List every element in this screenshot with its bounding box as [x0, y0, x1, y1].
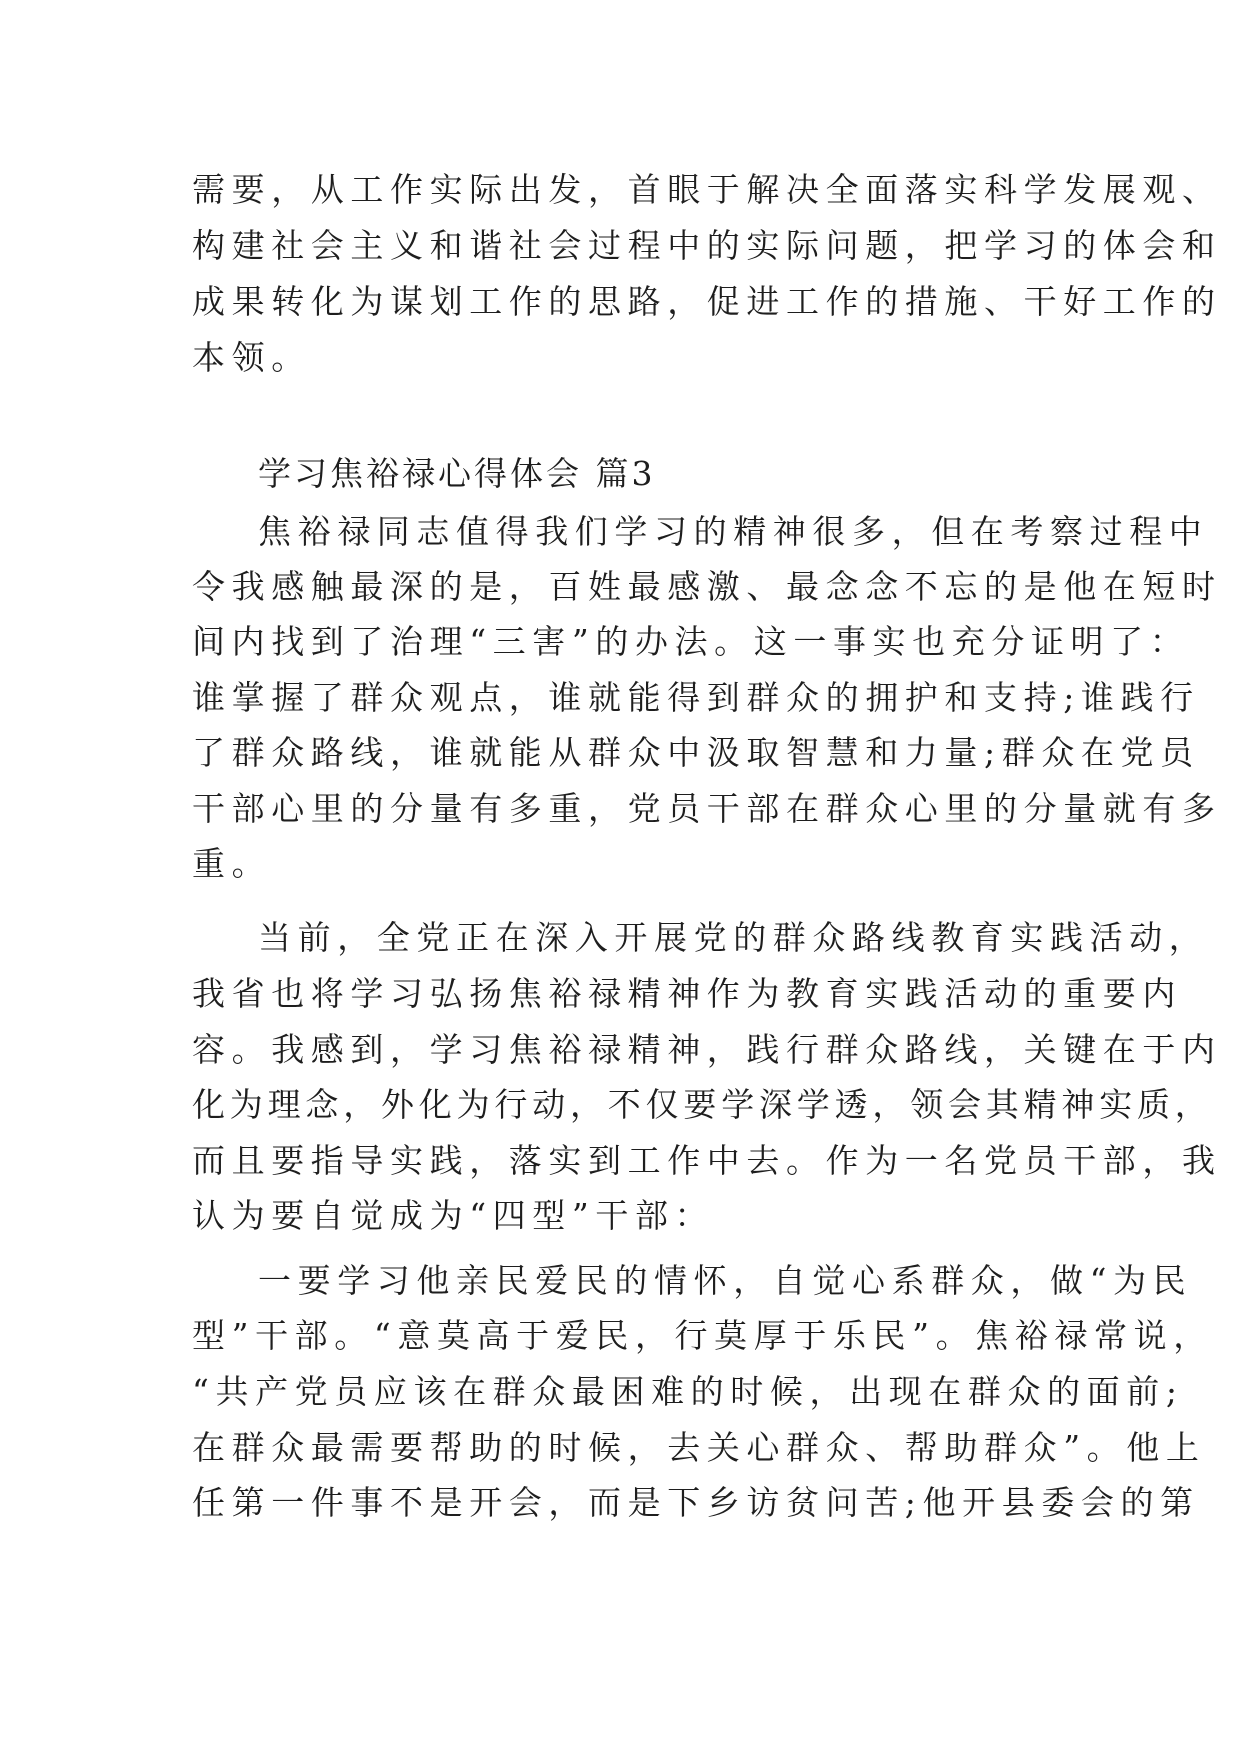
paragraph-line: 了群众路线，谁就能从群众中汲取智慧和力量;群众在党员 — [192, 733, 1200, 772]
paragraph-line: 任第一件事不是开会，而是下乡访贫问苦;他开县委会的第 — [192, 1483, 1200, 1522]
paragraph-line: 本领。 — [192, 338, 311, 377]
section-heading: 学习焦裕禄心得体会 篇3 — [258, 454, 656, 493]
paragraph-line: 一要学习他亲民爱民的情怀，自觉心系群众，做“为民 — [258, 1261, 1193, 1300]
paragraph-line: 重。 — [192, 844, 272, 883]
paragraph-line: 我省也将学习弘扬焦裕禄精神作为教育实践活动的重要内 — [192, 974, 1182, 1013]
paragraph-line: 间内找到了治理“三害”的办法。这一事实也充分证明了： — [192, 622, 1190, 661]
paragraph-line: 认为要自觉成为“四型”干部： — [192, 1196, 715, 1235]
paragraph-line: 容。我感到，学习焦裕禄精神，践行群众路线，关键在于内 — [192, 1030, 1222, 1069]
paragraph-line: 焦裕禄同志值得我们学习的精神很多，但在考察过程中 — [258, 512, 1209, 551]
paragraph-line: 在群众最需要帮助的时候，去关心群众、帮助群众”。他上 — [192, 1428, 1206, 1467]
paragraph-line: 成果转化为谋划工作的思路，促进工作的措施、干好工作的 — [192, 282, 1222, 321]
paragraph-line: 而且要指导实践，落实到工作中去。作为一名党员干部，我 — [192, 1141, 1222, 1180]
paragraph-line: 需要，从工作实际出发，首眼于解决全面落实科学发展观、 — [192, 170, 1222, 209]
paragraph-line: 干部心里的分量有多重，党员干部在群众心里的分量就有多 — [192, 789, 1222, 828]
paragraph-line: 令我感触最深的是，百姓最感激、最念念不忘的是他在短时 — [192, 567, 1222, 606]
paragraph-line: 谁掌握了群众观点，谁就能得到群众的拥护和支持;谁践行 — [192, 678, 1200, 717]
paragraph-line: 型”干部。“意莫高于爱民，行莫厚于乐民”。焦裕禄常说， — [192, 1316, 1213, 1355]
paragraph-line: 构建社会主义和谐社会过程中的实际问题，把学习的体会和 — [192, 226, 1222, 265]
paragraph-line: “共产党员应该在群众最困难的时候，出现在群众的面前; — [192, 1372, 1184, 1411]
paragraph-line: 化为理念，外化为行动，不仅要学深学透，领会其精神实质， — [192, 1085, 1213, 1124]
paragraph-line: 当前，全党正在深入开展党的群众路线教育实践活动， — [258, 918, 1209, 957]
